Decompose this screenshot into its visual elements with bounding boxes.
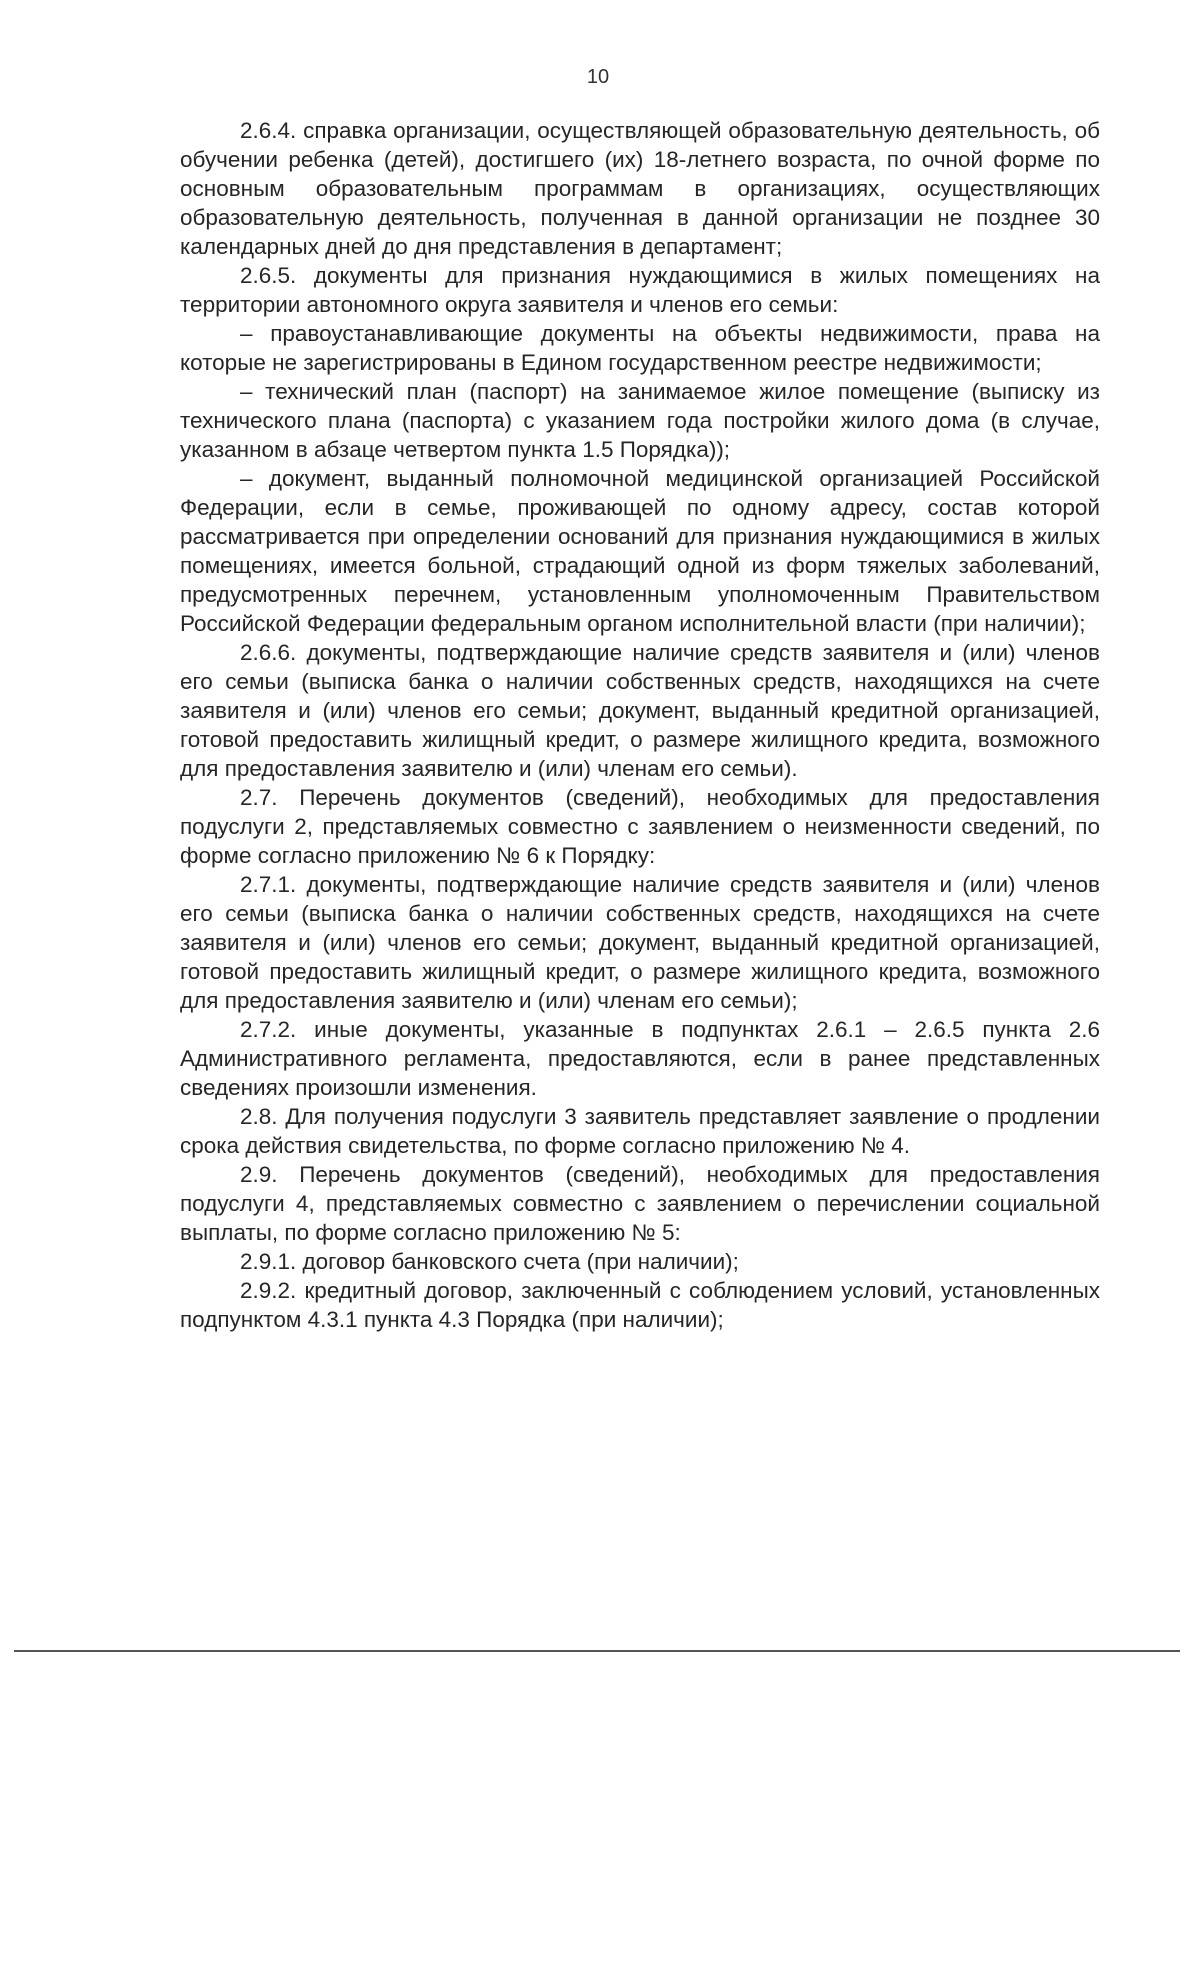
paragraph-2-9-2: 2.9.2. кредитный договор, заключенный с соблюдением условий, установленных подпунктом 4.3.1 пункта 4.3 Порядка (при наличии);	[180, 1278, 1100, 1332]
paragraph-2-7-1: 2.7.1. документы, подтверждающие наличие средств заявителя и (или) членов его семьи (выписка банка о наличии собственных средств, находящихся на счете заявителя и (или) членов его семьи; документ, выданный кредитной организацией, готовой предоставить жилищный кредит, о размере жилищного кредита, возможного для предоставления заявителю и (или) членам его семьи);	[180, 872, 1100, 1013]
list-item-medical-document: – документ, выданный полномочной медицинской организацией Российской Федерации, если в семье, проживающей по одному адресу, состав которой рассматривается при определении оснований для признания нуждающимися в жилых помещениях, имеется больной, страдающий одной из форм тяжелых заболеваний, предусмотренных перечнем, установленным уполномоченным Правительством Российской Федерации федеральным органом исполнительной власти (при наличии);	[180, 466, 1100, 636]
paragraph-2-6-4: 2.6.4. справка организации, осуществляющей образовательную деятельность, об обучении ребенка (детей), достигшего (их) 18-летнего возраста, по очной форме по основным образовательным программам в организациях, осуществляющих образовательную деятельность, полученная в данной организации не позднее 30 календарных дней до дня представления в департамент;	[180, 118, 1100, 259]
paragraph-2-8: 2.8. Для получения подуслуги 3 заявитель представляет заявление о продлении срока действия свидетельства, по форме согласно приложению № 4.	[180, 1104, 1100, 1158]
paragraph-2-6-6: 2.6.6. документы, подтверждающие наличие средств заявителя и (или) членов его семьи (выписка банка о наличии собственных средств, находящихся на счете заявителя и (или) членов его семьи; документ, выданный кредитной организацией, готовой предоставить жилищный кредит, о размере жилищного кредита, возможного для предоставления заявителю и (или) членам его семьи).	[180, 640, 1100, 781]
paragraph-2-9-1: 2.9.1. договор банковского счета (при наличии);	[240, 1249, 739, 1274]
paragraph-2-6-5: 2.6.5. документы для признания нуждающимися в жилых помещениях на территории автономного округа заявителя и членов его семьи:	[180, 263, 1100, 317]
page-number: 10	[586, 66, 610, 88]
document-body	[180, 116, 1100, 1334]
paragraph-2-9: 2.9. Перечень документов (сведений), необходимых для предоставления подуслуги 4, представляемых совместно с заявлением о перечислении социальной выплаты, по форме согласно приложению № 5:	[180, 1162, 1100, 1245]
page-divider	[14, 1650, 1180, 1652]
paragraph-2-7-2: 2.7.2. иные документы, указанные в подпунктах 2.6.1 – 2.6.5 пункта 2.6 Административного регламента, предоставляются, если в ранее представленных сведениях произошли изменения.	[180, 1017, 1100, 1100]
list-item-technical-plan: – технический план (паспорт) на занимаемое жилое помещение (выписку из технического плана (паспорта) с указанием года постройки жилого дома (в случае, указанном в абзаце четвертом пункта 1.5 Порядка));	[180, 379, 1100, 462]
paragraph-2-7: 2.7. Перечень документов (сведений), необходимых для предоставления подуслуги 2, представляемых совместно с заявлением о неизменности сведений, по форме согласно приложению № 6 к Порядку:	[180, 785, 1100, 868]
list-item-title-documents: – правоустанавливающие документы на объекты недвижимости, права на которые не зарегистрированы в Едином государственном реестре недвижимости;	[180, 321, 1100, 375]
